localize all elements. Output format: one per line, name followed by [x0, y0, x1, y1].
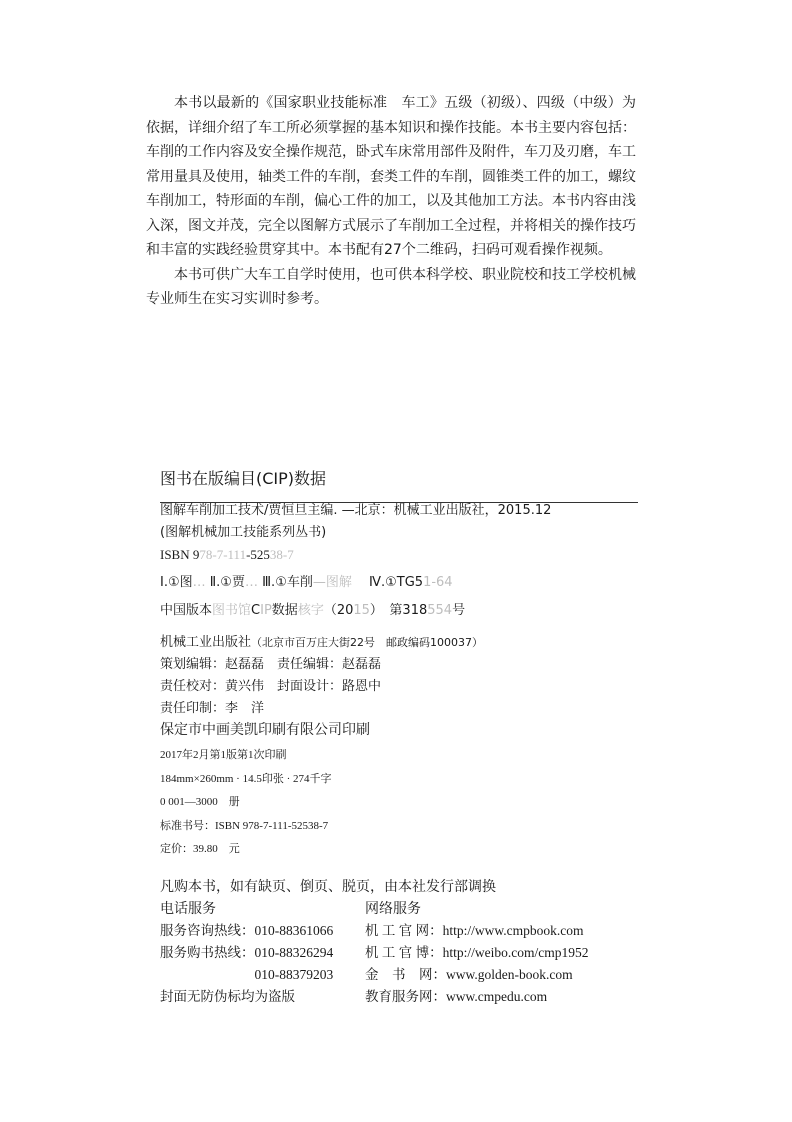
- subject-d-faded: 1-64: [423, 575, 453, 590]
- publisher-address: （北京市百万庄大街22号 邮政编码100037）: [251, 636, 484, 649]
- format: 184mm×260mm · 14.5印张 · 274千字: [160, 773, 332, 785]
- standard-number: 标准书号：ISBN 978-7-111-52538-7: [160, 820, 329, 832]
- lib-e: ） 第318: [369, 603, 428, 618]
- service-row-2-left: 服务购书热线：010-88326294: [160, 945, 334, 960]
- proofreader: 责任校对：黄兴伟 封面设计：路恩中: [160, 679, 382, 694]
- lib-e-faded: 554: [427, 603, 453, 618]
- lib-b-faded: IP: [260, 603, 272, 618]
- intro-paragraph-2: 本书可供广大车工自学时使用，也可供本科学校、职业院校和技工学校机械专业师生在实习实训时参考。: [146, 266, 636, 307]
- subject-a: Ⅰ.①图: [160, 575, 193, 590]
- service-row-3-right: 金 书 网：www.golden-book.com: [365, 967, 573, 982]
- service-row-4-right: 教育服务网：www.cmpedu.com: [365, 989, 548, 1004]
- publisher-line: [160, 632, 640, 654]
- cip-library-record: [160, 600, 640, 622]
- phone-service-header: 电话服务: [160, 901, 216, 917]
- isbn-prefix: ISBN 9: [160, 547, 200, 562]
- subject-d: Ⅳ.①TG5: [369, 575, 424, 590]
- lib-d-faded: 15: [353, 603, 370, 618]
- planning-editor: 策划编辑：赵磊磊 责任编辑：赵磊磊: [160, 657, 382, 672]
- cip-series: (图解机械加工技能系列丛书): [160, 525, 327, 540]
- service-row-4-left: 封面无防伪标均为盗版: [160, 989, 295, 1005]
- service-row-2-right: 机 工 官 博：http://weibo.com/cmp1952: [365, 945, 589, 960]
- subject-c-faded: —图解: [312, 575, 352, 590]
- cip-isbn: [160, 544, 640, 566]
- lib-a: 中国版本: [160, 603, 213, 618]
- service-row-3-left: 010-88379203: [160, 967, 334, 982]
- replacement-notice: 凡购本书，如有缺页、倒页、脱页，由本社发行部调换: [160, 879, 496, 895]
- printer: 保定市中画美凯印刷有限公司印刷: [160, 723, 370, 738]
- isbn-faded: 78-7-111: [199, 547, 247, 562]
- isbn-mid: -525: [246, 547, 270, 562]
- subject-b-faded: …: [244, 575, 258, 590]
- book-introduction: [146, 91, 636, 312]
- lib-f: 号: [452, 603, 466, 618]
- edition: 2017年2月第1版第1次印刷: [160, 749, 287, 761]
- service-table: [160, 898, 640, 1008]
- intro-paragraph-1: 本书以最新的《国家职业技能标准 车工》五级（初级）、四级（中级）为依据，详细介绍了车工所必须掌握的基本知识和操作技能。本书主要内容包括：车削的工作内容及安全操作规范，卧式车床常用部件及附件，车刀及刃磨，车工常用量具及使用，轴类工件的车削，套类工件的车削，圆锥类工件的加工，螺纹车削加工，特形面的车削，偏心工件的加工，以及其他加工方法。本书内容由浅入深，图文并茂，完全以图解方式展示了车削加工全过程，并将相关的操作技巧和丰富的实践经验贯穿其中。本书配有27个二维码，扫码可观看操作视频。: [146, 95, 636, 258]
- price: 定价：39.80 元: [160, 843, 240, 855]
- subject-a-faded: …: [192, 575, 206, 590]
- isbn-tail: 38-7: [269, 547, 294, 562]
- subject-c: Ⅲ.①车削: [262, 575, 313, 590]
- service-row-1-right: 机 工 官 网：http://www.cmpbook.com: [365, 923, 584, 938]
- cip-book-line: 图解车削加工技术/贾恒旦主编. —北京：机械工业出版社，2015.12: [160, 503, 552, 518]
- cip-title: 图书在版编目(CIP)数据: [160, 469, 327, 488]
- lib-c: 数据: [271, 603, 298, 618]
- print-supervisor: 责任印制：李 洋: [160, 701, 265, 716]
- service-row-1-left: 服务咨询热线：010-88361066: [160, 923, 334, 938]
- cip-divider: [160, 502, 638, 503]
- lib-c-faded: 核字: [297, 603, 324, 618]
- publisher-name: 机械工业出版社: [160, 635, 252, 650]
- print-run: 0 001—3000 册: [160, 796, 240, 808]
- subject-b: Ⅱ.①贾: [209, 575, 245, 590]
- lib-a-faded: 图书馆: [212, 603, 252, 618]
- cip-subjects: [160, 572, 640, 594]
- cip-section: [160, 468, 640, 1008]
- network-service-header: 网络服务: [365, 901, 421, 917]
- lib-b: C: [251, 603, 261, 618]
- lib-d: （20: [323, 603, 354, 618]
